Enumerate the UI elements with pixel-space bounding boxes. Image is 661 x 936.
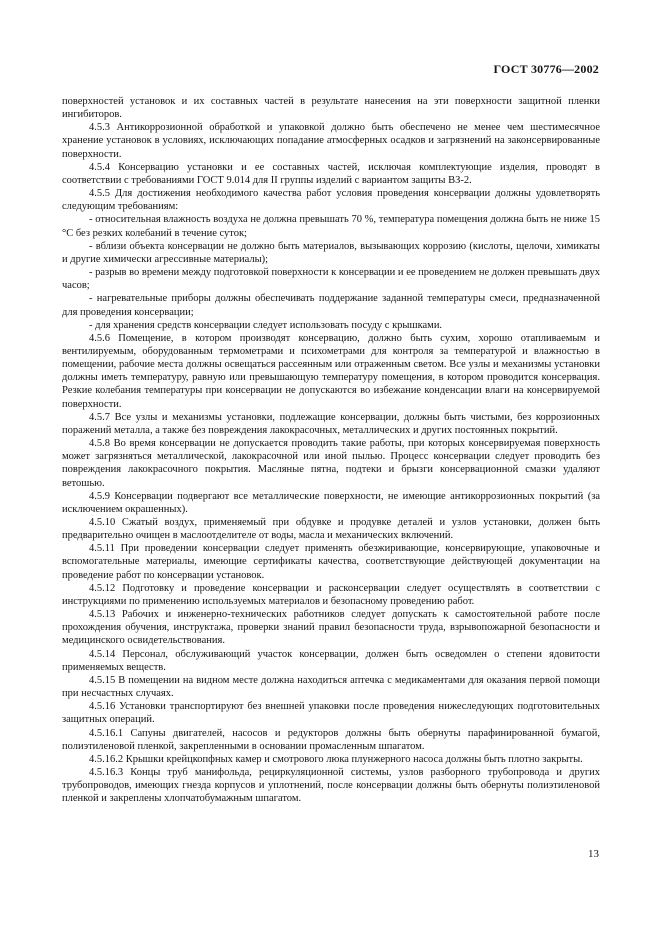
paragraph-4-5-16: 4.5.16 Установки транспортируют без внешней упаковки после проведения нижеследующих подготовительных защитных операций. [62,701,600,726]
paragraph-4-5-14: 4.5.14 Персонал, обслуживающий участок консервации, должен быть осведомлен о степени ядовитости применяемых веществ. [62,648,600,673]
paragraph-4-5-16-2: 4.5.16.2 Крышки крейцкопфных камер и смотрового люка плунжерного насоса должны быть плотно закрыты. [89,753,583,765]
requirement-humidity: - относительная влажность воздуха не должна превышать 70 %, температура помещения должна быть не ниже 15 °С без резких колебаний в течение суток; [62,214,600,239]
paragraph-4-5-15: 4.5.15 В помещении на видном месте должна находиться аптечка с медикаментами для оказания первой помощи при несчастных случаях. [62,674,600,700]
paragraph-4-5-3: 4.5.3 Антикоррозионной обработкой и упаковкой должно быть обеспечено не менее чем шестимесячное хранение установок в условиях, исключающих попадание атмосферных осадков и загрязнений на законсервированные поверхности. [62,122,600,160]
paragraph-4-5-13: 4.5.13 Рабочих и инженерно-технических работников следует допускать к самостоятельной работе после прохождения обучения, инструктажа, проверки знаний правил безопасности труда, взрывопожарной безопасности и медицинского освидетельствования. [62,609,600,647]
paragraph-4-5-4: 4.5.4 Консервацию установки и ее составных частей, исключая комплектующие изделия, проводят в соответствии с требованиями ГОСТ 9.014 для II группы изделий с вариантом защиты ВЗ-2. [62,161,600,186]
requirement-time-gap: - разрыв во времени между подготовкой поверхности к консервации и ее проведением не должен превышать двух часов; [62,267,600,292]
requirement-storage: - для хранения средств консервации следует использовать посуду с крышками. [89,319,443,331]
requirement-no-corrosives: - вблизи объекта консервации не должно быть материалов, вызывающих коррозию (кислоты, щелочи, химикаты и другие химически агрессивные материалы); [62,240,600,265]
paragraph-4-5-10: 4.5.10 Сжатый воздух, применяемый при обдувке и продувке деталей и узлов установки, должен быть предварительно очищен в маслоотделителе от воды, масла и механических включений. [62,517,600,542]
paragraph-4-5-11: 4.5.11 При проведении консервации следует применять обезжиривающие, консервирующие, упаковочные и вспомогательные материалы, имеющие сертификаты качества, соответствующие действующей документации на проведение работ по консервации установок. [62,543,600,581]
paragraph-4-5-5: 4.5.5 Для достижения необходимого качества работ условия проведения консервации должны удовлетворять следующим требованиям: [62,188,600,213]
paragraph-4-5-12: 4.5.12 Подготовку и проведение консервации и расконсервации следует осуществлять в соответствии с инструкциями по применению используемых материалов и безопасному проведению работ. [62,582,600,607]
document-code-header: ГОСТ 30776—2002 [493,62,599,76]
document-body [62,95,600,805]
paragraph-4-5-9: 4.5.9 Консервации подвергают все металлические поверхности, не имеющие антикоррозионных покрытий (за исключением окрашенных). [62,490,600,515]
page-number: 13 [588,848,599,860]
paragraph-continuation: поверхностей установок и их составных частей в результате нанесения на эти поверхности защитной пленки ингибиторов. [62,96,600,121]
paragraph-4-5-16-1: 4.5.16.1 Сапуны двигателей, насосов и редукторов должны быть обернуты парафинированной бумагой, полиэтиленовой пленкой, закрепленными в основании промасленным шпагатом. [62,727,600,752]
paragraph-4-5-6: 4.5.6 Помещение, в котором производят консервацию, должно быть сухим, хорошо отапливаемым и вентилируемым, оборудованным термометрами и психометрами для контроля за температурой и влажностью в помещении, рабочие места должны освещаться рассеянным или отраженным светом. Все узлы и механизмы установки должны иметь температуру, равную или превышающую температуру помещения, в котором проводится консервация. Резкие колебания температуры при консервации не допускаются во избежание конденсации влаги на консервируемой поверхности. [62,332,600,410]
requirement-heaters: - нагревательные приборы должны обеспечивать поддержание заданной температуры смеси, предназначенной для проведения консервации; [62,293,600,318]
paragraph-4-5-8: 4.5.8 Во время консервации не допускается проводить такие работы, при которых консервируемая поверхность может загрязняться металлической, лакокрасочной или иной пылью. Процесс консервации следует проводить без повреждения лакокрасочного покрытия. Масляные пятна, подтеки и брызги консервационной смазки удаляют ветошью. [62,438,600,489]
paragraph-4-5-16-3: 4.5.16.3 Концы труб манифольда, рециркуляционной системы, узлов разборного трубопровода и других трубопроводов, имеющих гнезда корпусов и уплотнений, после консервации должны быть обернуты полиэтиленовой пленкой и закреплены хлопчатобумажным шпагатом. [62,766,600,805]
paragraph-4-5-7: 4.5.7 Все узлы и механизмы установки, подлежащие консервации, должны быть чистыми, без коррозионных поражений металла, а также без повреждения лакокрасочных, металлических и других постоянных покрытий. [62,411,600,436]
